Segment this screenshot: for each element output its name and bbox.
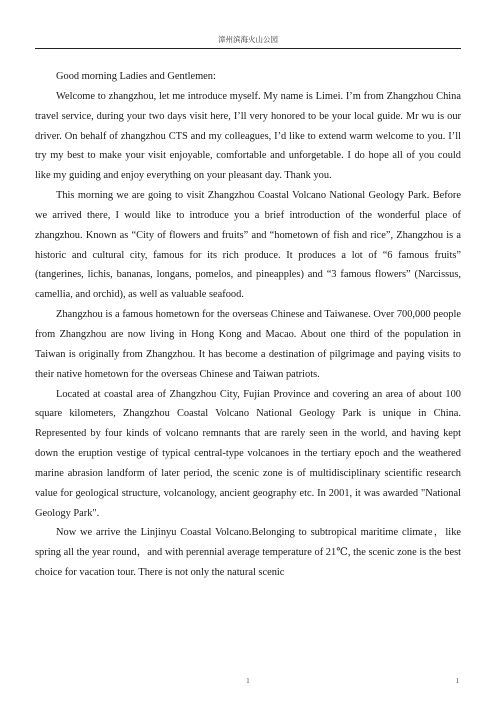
paragraph-welcome: Welcome to zhangzhou, let me introduce myself. My name is Limei. I’m from Zhangzhou China travel service, during your two days visit here, I’ll very honored to be your local guide. Mr wu is our driver. On behalf of zhangzhou CTS and my colleagues, I’d like to extend warm welcome to you. I’ll try my best to make your visit enjoyable, comfortable and unforgetable. I do hope all of you could like my guiding and enjoy everything on your pleasant day. Thank you. [35, 90, 461, 182]
page-number-center: 1 [246, 678, 250, 685]
paragraph-park-intro: This morning we are going to visit Zhangzhou Coastal Volcano National Geology Park. Before we arrived there, I would like to introduce you a brief introduction of the wonderful place of zhangzhou. Known as “City of flowers and fruits” and “hometown of fish and rice”, Zhangzhou is a historic and cultural city, famous for its rich produce. It produces a lot of “6 famous fruits” (tangerines, lichis, bananas, longans, pomelos, and pineapples) and “3 famous flowers” (Narcissus, camellia, and orchid), as well as valuable seafood. [35, 190, 461, 301]
page-footer [35, 676, 461, 688]
paragraph-arrival: Now we arrive the Linjinyu Coastal Volcano.Belonging to subtropical maritime climate，like spring all the year round，and with perennial average temperature of 21℃, the scenic zone is the best choice for vacation tour. There is not only the natural scenic [35, 527, 461, 579]
header-rule [35, 48, 461, 49]
paragraph-hometown: Zhangzhou is a famous hometown for the overseas Chinese and Taiwanese. Over 700,000 people from Zhangzhou are now living in Hong Kong and Macao. About one third of the population in Taiwan is originally from Zhangzhou. It has become a destination of pilgrimage and paying visits to their native hometown for the overseas Chinese and Taiwan patriots. [35, 309, 461, 380]
header-title: 漳州滨海火山公园 [218, 35, 278, 44]
document-body [35, 67, 461, 583]
paragraph-greeting: Good morning Ladies and Gentlemen: [56, 71, 216, 82]
paragraph-location: Located at coastal area of Zhangzhou City, Fujian Province and covering an area of about 100 square kilometers, Zhangzhou Coastal Volcano National Geology Park is unique in China. Represented by four kinds of volcano remnants that are rarely seen in the world, and having kept down the eruption vestige of typical central-type volcanoes in the tertiary epoch and the weathered marine abrasion landform of later period, the scenic zone is of multidisciplinary scientific research value for geological structure, volcanology, ancient geography etc. In 2001, it was awarded "National Geology Park". [35, 388, 461, 519]
page-header [35, 33, 461, 47]
page-number-right: 1 [455, 678, 459, 685]
